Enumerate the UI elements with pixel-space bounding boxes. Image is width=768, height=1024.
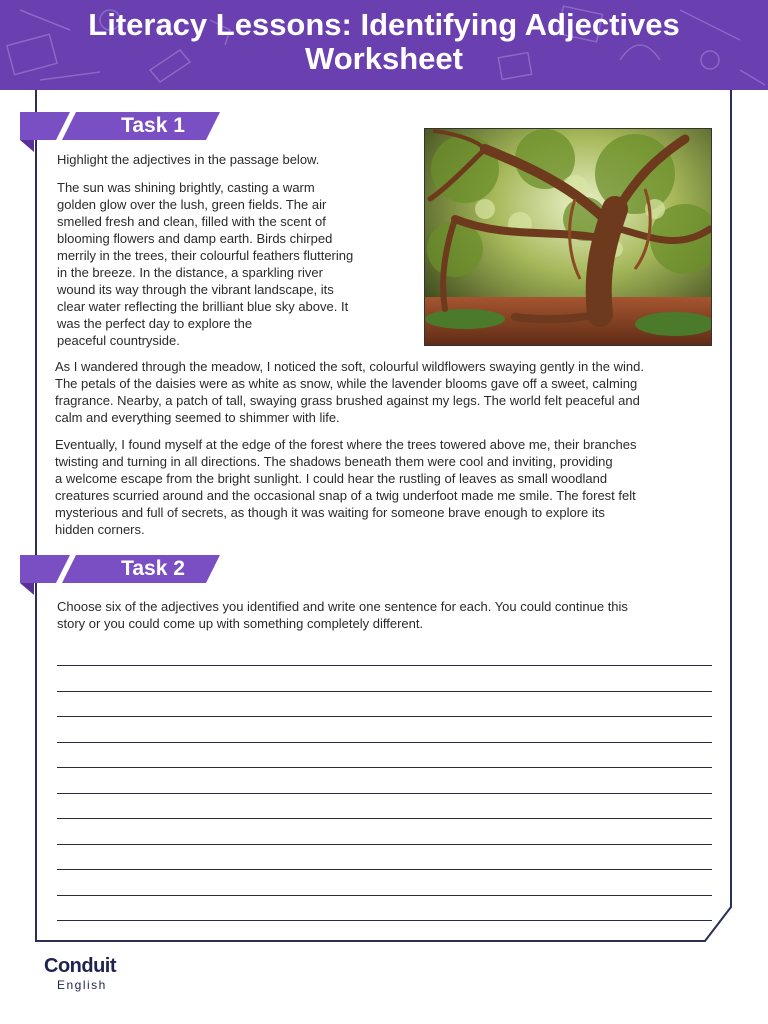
writing-line[interactable]: [57, 895, 712, 896]
logo-sub-text: English: [57, 978, 107, 992]
text-line: smelled fresh and clean, filled with the scent of: [57, 214, 326, 229]
text-line: merrily in the trees, their colourful feathers fluttering: [57, 248, 354, 263]
text-line: peaceful countryside.: [57, 333, 180, 348]
writing-line[interactable]: [57, 869, 712, 870]
writing-line[interactable]: [57, 665, 712, 666]
text-line: twisting and turning in all directions. The shadows beneath them were cool and inviting, providing: [55, 454, 613, 469]
text-line: calm and everything seemed to shimmer with life.: [55, 410, 340, 425]
text-line: was the perfect day to explore the: [57, 316, 253, 331]
text-line: hidden corners.: [55, 522, 145, 537]
writing-line[interactable]: [57, 920, 712, 921]
passage-paragraph-3: [55, 436, 715, 538]
writing-line[interactable]: [57, 793, 712, 794]
writing-line[interactable]: [57, 767, 712, 768]
text-line: The petals of the daisies were as white as snow, while the lavender blooms gave off a sweet, calming: [55, 376, 638, 391]
tree-photo-icon: [425, 129, 712, 346]
text-line: creatures scurried around and the occasional snap of a twig underfoot made me smile. The forest felt: [55, 488, 636, 503]
text-line: clear water reflecting the brilliant blue sky above. It: [57, 299, 349, 314]
task-2-instruction: [57, 598, 717, 632]
task-2-banner: [20, 555, 225, 589]
task-2-label: Task 2: [121, 557, 185, 580]
writing-line[interactable]: [57, 716, 712, 717]
text-line: Choose six of the adjectives you identified and write one sentence for each. You could continue this: [57, 599, 628, 614]
task-1-label: Task 1: [121, 114, 185, 137]
page-title-line-1: Literacy Lessons: Identifying Adjectives: [88, 7, 680, 42]
text-line: wound its way through the vibrant landscape, its: [57, 282, 334, 297]
writing-line[interactable]: [57, 818, 712, 819]
text-line: As I wandered through the meadow, I noticed the soft, colourful wildflowers swaying gently in the wind.: [55, 359, 644, 374]
text-line: mysterious and full of secrets, as though it was waiting for someone brave enough to explore its: [55, 505, 605, 520]
text-line: Eventually, I found myself at the edge of the forest where the trees towered above me, their branches: [55, 437, 637, 452]
task-1-instruction: Highlight the adjectives in the passage below.: [57, 152, 320, 167]
logo-main-text: Conduit: [44, 955, 117, 977]
tree-photo: [424, 128, 712, 346]
passage-paragraph-1: [57, 179, 397, 349]
text-line: blooming flowers and damp earth. Birds chirped: [57, 231, 333, 246]
page-title: [0, 8, 768, 76]
passage-paragraph-2: [55, 358, 715, 426]
text-line: in the breeze. In the distance, a sparkling river: [57, 265, 323, 280]
text-line: story or you could come up with something completely different.: [57, 616, 424, 631]
text-line: a welcome escape from the bright sunlight. I could hear the rustling of leaves as small woodland: [55, 471, 608, 486]
text-line: golden glow over the lush, green fields. The air: [57, 197, 327, 212]
writing-line[interactable]: [57, 844, 712, 845]
text-line: fragrance. Nearby, a patch of tall, swaying grass brushed against my legs. The world felt peaceful and: [55, 393, 640, 408]
task-1-banner: [20, 112, 225, 146]
conduit-english-logo: [44, 955, 116, 992]
writing-line[interactable]: [57, 691, 712, 692]
page-header: [0, 0, 768, 90]
text-line: The sun was shining brightly, casting a warm: [57, 180, 315, 195]
writing-line[interactable]: [57, 742, 712, 743]
page-title-line-2: Worksheet: [305, 41, 463, 76]
